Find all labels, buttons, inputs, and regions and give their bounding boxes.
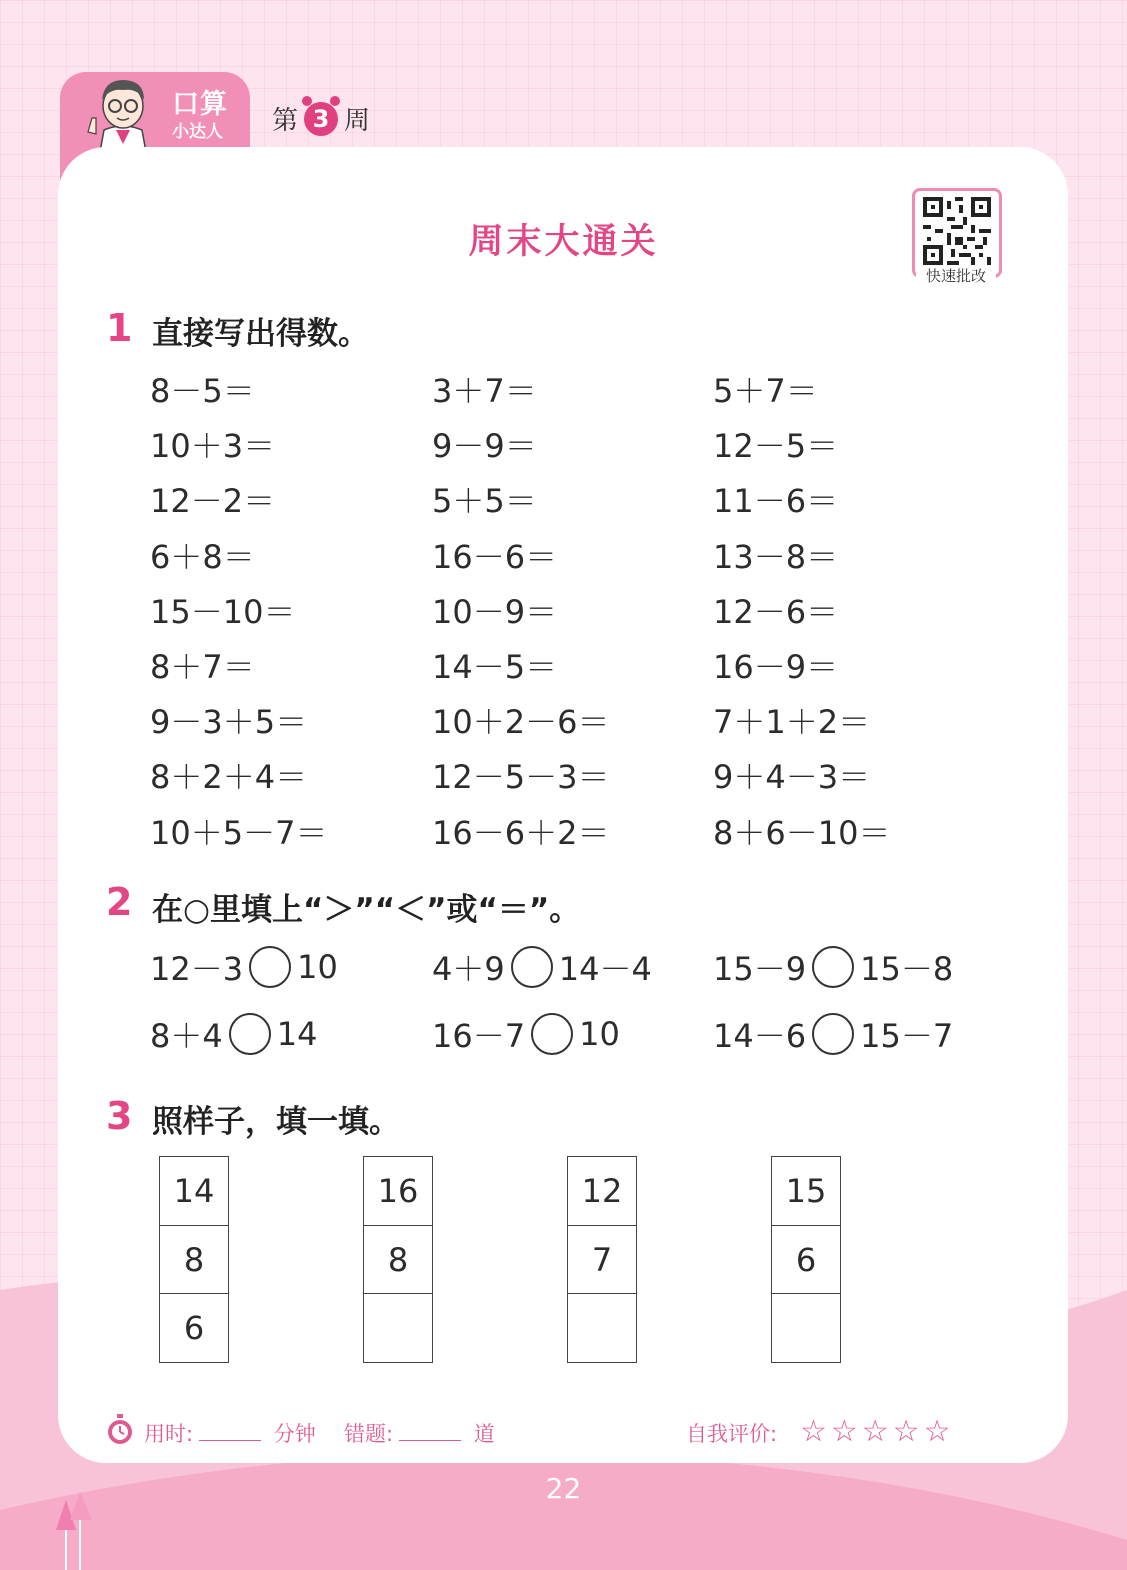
section-1-number: 1	[106, 306, 133, 350]
equation-item: 15－10＝	[150, 592, 296, 631]
badge-title: 口算	[172, 89, 228, 120]
equation-item: 3＋7＝	[432, 372, 537, 410]
comparison-right: 15－7	[860, 1017, 954, 1055]
answer-circle[interactable]	[531, 1013, 573, 1055]
stopwatch-icon	[106, 1414, 134, 1446]
equation-item: 14－5＝	[432, 648, 558, 686]
equation-item: 10＋3＝	[150, 427, 276, 466]
equation-item: 8－5＝	[150, 372, 255, 410]
number-cell: 12	[567, 1156, 637, 1226]
number-stack	[567, 1156, 637, 1363]
section-2-number: 2	[106, 880, 133, 924]
number-cell: 8	[363, 1225, 433, 1295]
number-cell: 16	[363, 1156, 433, 1226]
errors-blank[interactable]	[399, 1440, 461, 1441]
number-cell: 6	[159, 1293, 229, 1363]
week-label	[272, 100, 370, 137]
comparison-item	[432, 1011, 620, 1057]
equation-item: 11－6＝	[713, 482, 839, 521]
equation-item: 8＋7＝	[150, 648, 255, 686]
comparison-right: 14	[276, 1015, 318, 1053]
number-stack	[771, 1156, 841, 1363]
errors-count	[344, 1418, 495, 1448]
page-title: 周末大通关	[468, 222, 659, 262]
section-2-title: 在○里填上“＞”“＜”或“＝”。	[152, 892, 581, 928]
number-stack	[159, 1156, 229, 1363]
number-cell: 6	[771, 1225, 841, 1295]
number-cell: 15	[771, 1156, 841, 1226]
equation-item: 8＋6－10＝	[713, 813, 891, 852]
equation-item: 16－9＝	[713, 648, 839, 686]
equation-item: 9＋4－3＝	[713, 758, 871, 797]
answer-cell[interactable]	[771, 1293, 841, 1363]
errors-label: 错题:	[344, 1422, 394, 1446]
answer-cell[interactable]	[567, 1293, 637, 1363]
badge-subtitle: 小达人	[172, 122, 223, 142]
equation-item: 13－8＝	[713, 537, 839, 576]
comparison-item	[150, 1011, 317, 1057]
comparison-right: 10	[297, 948, 338, 986]
comparison-right: 10	[579, 1015, 620, 1053]
number-cell: 7	[567, 1225, 637, 1295]
comparison-left: 4＋9	[432, 950, 505, 988]
errors-unit: 道	[473, 1422, 495, 1446]
time-unit: 分钟	[273, 1422, 316, 1446]
equation-item: 12－5－3＝	[432, 758, 610, 797]
answer-circle[interactable]	[511, 946, 553, 988]
equation-item: 9－9＝	[432, 427, 537, 466]
equation-item: 8＋2＋4＝	[150, 758, 308, 797]
equation-item: 5＋7＝	[713, 372, 818, 410]
time-label: 用时:	[144, 1422, 194, 1446]
rating-stars[interactable]: ☆☆☆☆☆	[800, 1414, 955, 1449]
time-blank[interactable]	[199, 1440, 261, 1441]
equation-item: 10＋2－6＝	[432, 703, 610, 742]
comparison-right: 14－4	[558, 950, 652, 988]
page-number: 22	[545, 1472, 582, 1505]
comparison-item	[150, 944, 338, 990]
section-3-number: 3	[106, 1094, 133, 1138]
time-used	[144, 1418, 316, 1448]
comparison-left: 8＋4	[150, 1017, 223, 1055]
equation-item: 7＋1＋2＝	[713, 703, 871, 742]
equation-item: 16－6＝	[432, 537, 558, 576]
week-suffix: 周	[344, 106, 371, 136]
comparison-left: 14－6	[713, 1017, 807, 1055]
comparison-item	[713, 1011, 953, 1057]
section-3-title: 照样子，填一填。	[152, 1104, 400, 1140]
tree-decoration-icon	[52, 1490, 102, 1570]
number-stack	[363, 1156, 433, 1363]
comparison-left: 15－9	[713, 950, 807, 988]
answer-circle[interactable]	[229, 1013, 271, 1055]
equation-item: 5＋5＝	[432, 482, 537, 521]
comparison-left: 16－7	[432, 1017, 526, 1055]
equation-item: 12－6＝	[713, 592, 839, 631]
comparison-right: 15－8	[860, 950, 954, 988]
comparison-item	[713, 944, 953, 990]
comparison-item	[432, 944, 652, 990]
qr-label: 快速批改	[916, 265, 996, 286]
equation-item: 10＋5－7＝	[150, 813, 328, 852]
qr-code-icon	[923, 197, 991, 265]
rating-label: 自我评价:	[686, 1422, 778, 1446]
answer-circle[interactable]	[812, 946, 854, 988]
section-1-title: 直接写出得数。	[152, 316, 369, 352]
equation-item: 9－3＋5＝	[150, 703, 308, 742]
number-cell: 8	[159, 1225, 229, 1295]
comparison-left: 12－3	[150, 950, 244, 988]
number-cell: 14	[159, 1156, 229, 1226]
mascot-boy-icon	[80, 72, 166, 152]
equation-item: 16－6＋2＝	[432, 813, 610, 852]
week-number-badge: 3	[304, 102, 338, 136]
equation-item: 6＋8＝	[150, 537, 255, 576]
answer-circle[interactable]	[812, 1013, 854, 1055]
equation-item: 10－9＝	[432, 592, 558, 631]
answer-circle[interactable]	[249, 946, 291, 988]
answer-cell[interactable]	[363, 1293, 433, 1363]
equation-item: 12－2＝	[150, 482, 276, 521]
week-prefix: 第	[272, 106, 299, 136]
equation-item: 12－5＝	[713, 427, 839, 466]
